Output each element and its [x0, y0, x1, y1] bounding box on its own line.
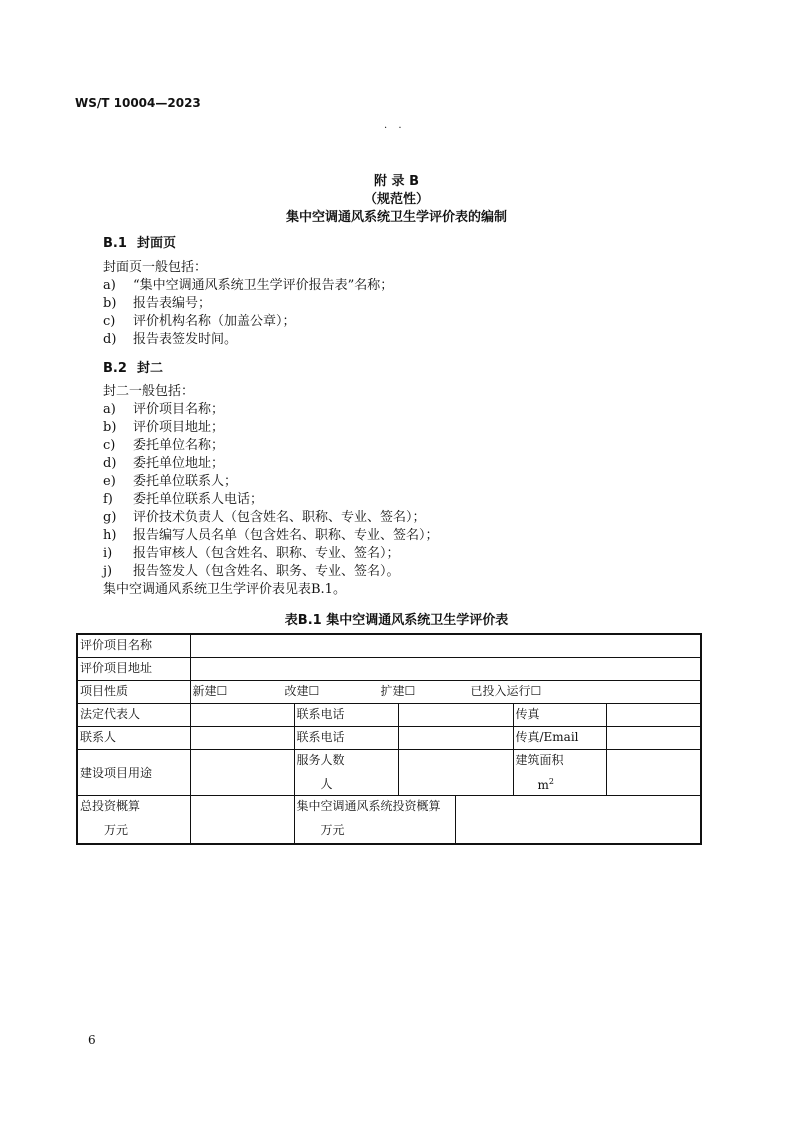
list-item — [103, 295, 393, 313]
fax-email-label: 传真/Email — [513, 727, 606, 750]
list-item — [103, 545, 439, 563]
project-name-field[interactable] — [190, 634, 701, 658]
list-item — [103, 313, 393, 331]
appendix-title: 集中空调通风系统卫生学评价表的编制 — [285, 210, 507, 225]
list-item — [103, 563, 439, 581]
area-unit-base: m — [537, 778, 549, 792]
list-text: “集中空调通风系统卫生学评价报告表”名称； — [133, 278, 394, 293]
system-invest-unit: 万元 — [320, 823, 345, 837]
list-text: 报告审核人（包含姓名、职称、专业、签名）； — [133, 546, 400, 561]
checkbox-rebuild[interactable]: 改建☐ — [284, 684, 320, 698]
section-b2-heading — [103, 357, 163, 376]
list-item — [103, 331, 393, 349]
service-people-label: 服务人数 — [296, 753, 345, 767]
contact-phone-field[interactable] — [398, 704, 513, 727]
project-address-field[interactable] — [190, 658, 701, 681]
service-people-unit: 人 — [320, 777, 333, 791]
project-nature-options — [190, 681, 701, 704]
system-invest-label: 集中空调通风系统投资概算 — [296, 799, 441, 813]
table-row — [77, 750, 701, 796]
total-invest-cell — [77, 796, 190, 844]
list-text: 报告签发人（包含姓名、职务、专业、签名）。 — [133, 564, 400, 579]
evaluation-table — [76, 633, 702, 845]
list-marker: c) — [103, 438, 116, 453]
list-text: 报告表编号； — [133, 296, 212, 311]
section-title: 封二 — [137, 361, 164, 376]
list-marker: c) — [103, 314, 116, 329]
list-text: 委托单位名称； — [133, 438, 225, 453]
list-text: 评价项目地址； — [133, 420, 225, 435]
project-nature-label: 项目性质 — [77, 681, 190, 704]
table-row — [77, 634, 701, 658]
list-marker: g) — [103, 510, 117, 525]
list-marker: f) — [103, 492, 113, 507]
standard-number: WS/T 10004—2023 — [75, 96, 201, 110]
b1-list — [103, 277, 393, 349]
fax-label: 传真 — [513, 704, 606, 727]
area-cell — [513, 750, 606, 796]
list-marker: a) — [103, 402, 116, 417]
fax-email-field[interactable] — [606, 727, 701, 750]
b2-list — [103, 401, 439, 581]
appendix-nature: （规范性） — [363, 192, 429, 207]
legal-rep-label: 法定代表人 — [77, 704, 190, 727]
area-label: 建筑面积 — [515, 753, 564, 767]
contact-phone-label: 联系电话 — [294, 704, 398, 727]
table-caption: 表B.1 集中空调通风系统卫生学评价表 — [284, 613, 509, 628]
list-text: 评价技术负责人（包含姓名、职称、专业、签名）； — [133, 510, 426, 525]
list-marker: b) — [103, 420, 117, 435]
contact-field[interactable] — [190, 727, 294, 750]
section-title: 封面页 — [137, 236, 177, 251]
section-b1-heading — [103, 232, 176, 251]
list-marker: d) — [103, 332, 117, 347]
list-text: 报告表签发时间。 — [133, 332, 238, 347]
list-marker: j) — [103, 564, 113, 579]
b1-intro: 封面页一般包括： — [103, 260, 208, 275]
legal-rep-field[interactable] — [190, 704, 294, 727]
purpose-field[interactable] — [190, 750, 294, 796]
fax-field[interactable] — [606, 704, 701, 727]
table-row — [77, 796, 701, 844]
list-marker: b) — [103, 296, 117, 311]
list-item — [103, 277, 393, 295]
table-row — [77, 727, 701, 750]
total-invest-label: 总投资概算 — [80, 799, 141, 813]
contact-phone2-label: 联系电话 — [294, 727, 398, 750]
list-marker: h) — [103, 528, 117, 543]
list-item — [103, 473, 439, 491]
service-people-field[interactable] — [398, 750, 513, 796]
system-invest-cell — [294, 796, 455, 844]
purpose-label: 建设项目用途 — [77, 750, 190, 796]
system-invest-field[interactable] — [455, 796, 701, 844]
list-text: 评价机构名称（加盖公章）； — [133, 314, 296, 329]
list-item — [103, 419, 439, 437]
checkbox-expand[interactable]: 扩建☐ — [380, 684, 416, 698]
area-field[interactable] — [606, 750, 701, 796]
page-number: 6 — [88, 1033, 96, 1047]
project-address-label: 评价项目地址 — [77, 658, 190, 681]
area-unit — [516, 773, 604, 794]
list-item — [103, 437, 439, 455]
list-text: 评价项目名称； — [133, 402, 225, 417]
area-unit-sup: 2 — [548, 777, 554, 786]
list-marker: d) — [103, 456, 117, 471]
total-invest-field[interactable] — [190, 796, 294, 844]
list-item — [103, 527, 439, 545]
contact-label: 联系人 — [77, 727, 190, 750]
appendix-label: 附 录 B — [374, 174, 419, 189]
list-text: 报告编写人员名单（包含姓名、职称、专业、签名）； — [133, 528, 439, 543]
list-marker: i) — [103, 546, 113, 561]
b2-outro: 集中空调通风系统卫生学评价表见表B.1。 — [103, 582, 346, 597]
list-item — [103, 509, 439, 527]
list-text: 委托单位地址； — [133, 456, 225, 471]
section-number: B.1 — [103, 236, 127, 251]
list-item — [103, 491, 439, 509]
header-dots: . . — [384, 120, 406, 131]
list-text: 委托单位联系人； — [133, 474, 238, 489]
list-item — [103, 455, 439, 473]
contact-phone2-field[interactable] — [398, 727, 513, 750]
section-number: B.2 — [103, 361, 127, 376]
list-marker: e) — [103, 474, 116, 489]
list-marker: a) — [103, 278, 116, 293]
service-people-cell — [294, 750, 398, 796]
b2-intro: 封二一般包括： — [103, 384, 195, 399]
table-row — [77, 704, 701, 727]
table-row — [77, 658, 701, 681]
checkbox-new[interactable]: 新建☐ — [192, 684, 228, 698]
list-item — [103, 401, 439, 419]
list-text: 委托单位联系人电话； — [133, 492, 264, 507]
total-invest-unit: 万元 — [104, 823, 129, 837]
project-name-label: 评价项目名称 — [77, 634, 190, 658]
checkbox-running[interactable]: 已投入运行☐ — [470, 684, 542, 698]
table-row — [77, 681, 701, 704]
